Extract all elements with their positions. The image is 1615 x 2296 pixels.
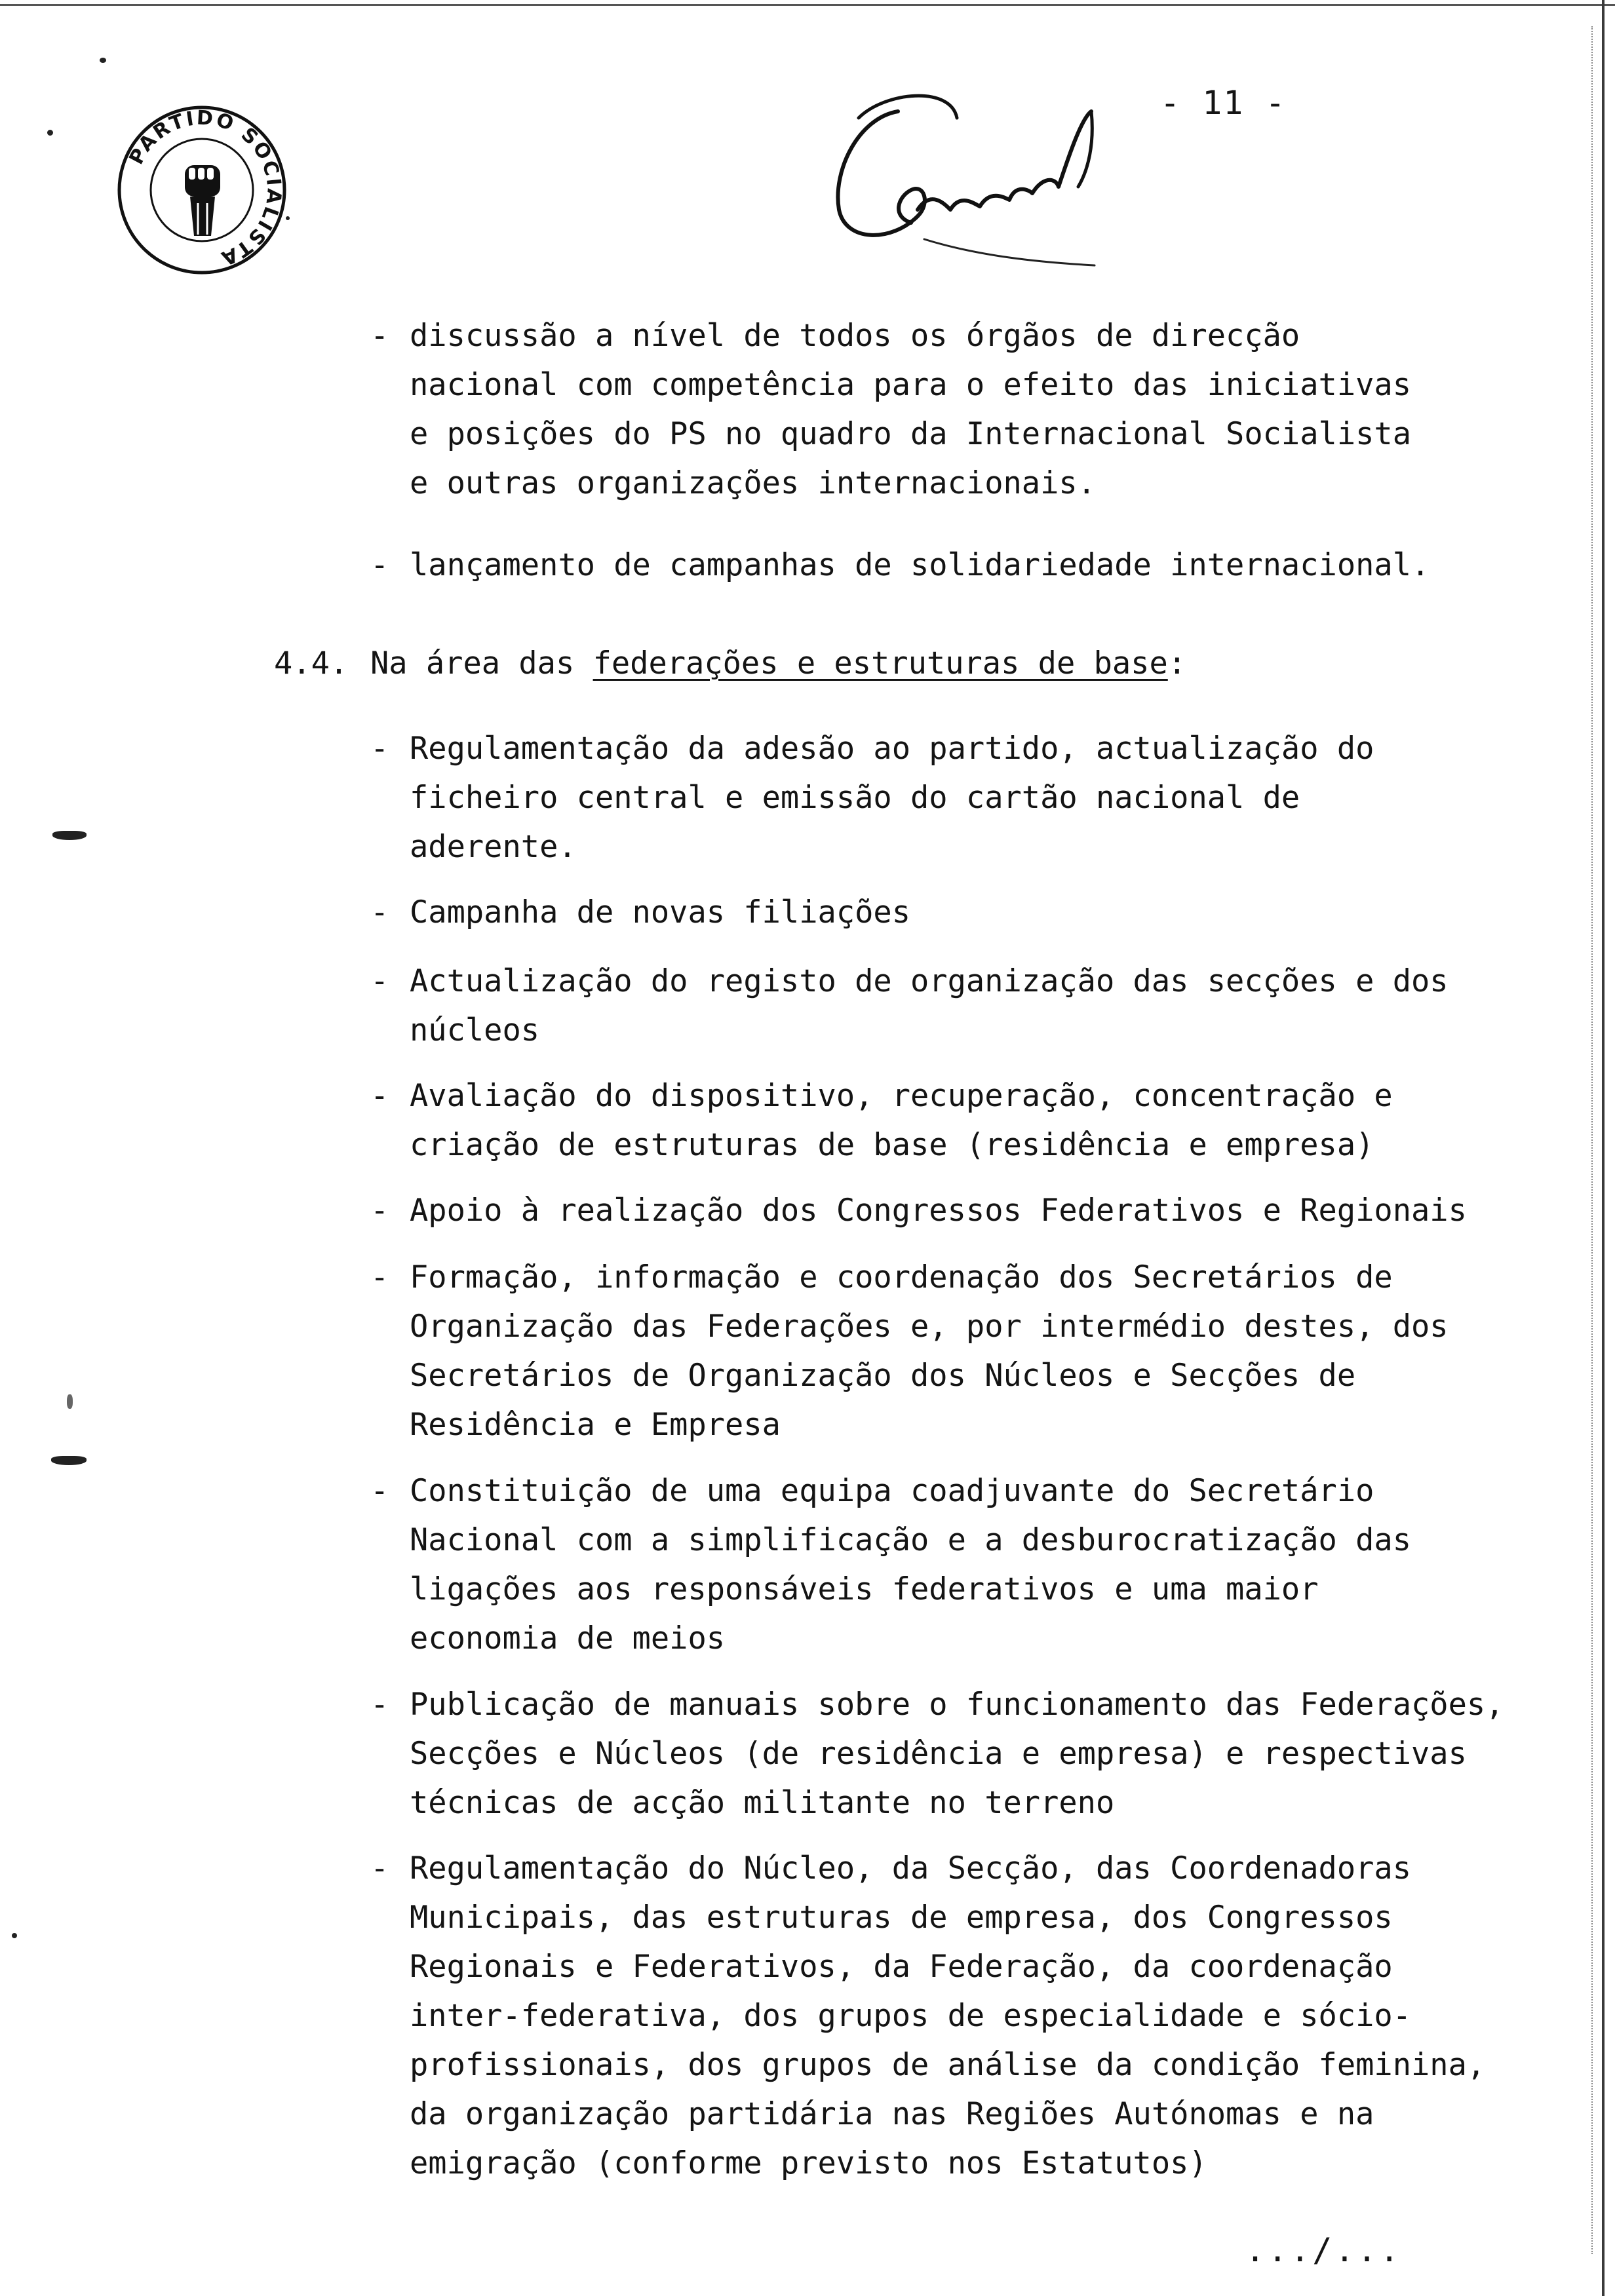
- page-right-edge: [1602, 0, 1605, 2296]
- list-item-line: criação de estruturas de base (residência e empresa): [410, 1127, 1374, 1163]
- bullet-dash: -: [370, 731, 389, 767]
- logo-text: PARTIDO SOCIALISTA: [125, 106, 286, 271]
- list-item-line: técnicas de acção militante no terreno: [410, 1785, 1115, 1821]
- section-number: 4.4.: [274, 645, 349, 681]
- section-heading-underlined: federações e estruturas de base: [593, 645, 1168, 681]
- list-item-line: economia de meios: [410, 1620, 726, 1656]
- bullet-dash: -: [370, 1259, 389, 1295]
- bullet-dash: -: [370, 963, 389, 999]
- list-item-line: Regulamentação do Núcleo, da Secção, das Coordenadoras: [410, 1850, 1412, 1886]
- handwritten-signature: [819, 79, 1121, 275]
- party-logo: [117, 105, 287, 275]
- list-item-line: aderente.: [410, 829, 577, 865]
- scan-speck: [47, 130, 53, 136]
- list-item-line: Avaliação do dispositivo, recuperação, concentração e: [410, 1078, 1393, 1114]
- list-item-line: e outras organizações internacionais.: [410, 465, 1096, 501]
- list-item-line: Publicação de manuais sobre o funcionamento das Federações,: [410, 1687, 1504, 1723]
- list-item-line: Formação, informação e coordenação dos Secretários de: [410, 1259, 1393, 1295]
- page-number: - 11 -: [1160, 84, 1287, 122]
- list-item-line: ligações aos responsáveis federativos e uma maior: [410, 1571, 1319, 1607]
- list-item-line: Campanha de novas filiações: [410, 894, 911, 930]
- list-item-line: Regulamentação da adesão ao partido, actualização do: [410, 731, 1374, 767]
- list-item-line: Secretários de Organização dos Núcleos e Secções de: [410, 1358, 1356, 1394]
- list-item-line: Residência e Empresa: [410, 1407, 781, 1443]
- list-item-line: da organização partidária nas Regiões Autónomas e na: [410, 2096, 1374, 2132]
- list-item-line: inter-federativa, dos grupos de especialidade e sócio-: [410, 1998, 1412, 2034]
- section-heading: [370, 639, 1186, 688]
- list-item-line: Regionais e Federativos, da Federação, da coordenação: [410, 1949, 1393, 1985]
- bullet-dash: -: [370, 318, 389, 354]
- list-item-line: lançamento de campanhas de solidariedade internacional.: [410, 547, 1430, 583]
- list-item-line: emigração (conforme previsto nos Estatutos): [410, 2145, 1207, 2181]
- list-item-line: Secções e Núcleos (de residência e empresa) e respectivas: [410, 1736, 1467, 1772]
- scan-speck: [52, 831, 87, 840]
- scan-speck: [100, 58, 106, 63]
- page-right-shadow: [1591, 26, 1593, 2254]
- continuation-mark: .../...: [1245, 2231, 1402, 2269]
- bullet-dash: -: [370, 1193, 389, 1229]
- page-top-edge: [0, 4, 1615, 6]
- section-heading-prefix: Na área das: [370, 645, 593, 681]
- list-item-line: Constituição de uma equipa coadjuvante do Secretário: [410, 1473, 1374, 1509]
- scan-speck: [51, 1456, 87, 1465]
- bullet-dash: -: [370, 1687, 389, 1723]
- scan-speck: [67, 1394, 73, 1409]
- scan-speck: [12, 1933, 17, 1938]
- list-item-line: nacional com competência para o efeito das iniciativas: [410, 367, 1412, 403]
- list-item-line: ficheiro central e emissão do cartão nacional de: [410, 780, 1300, 816]
- list-item-line: Apoio à realização dos Congressos Federativos e Regionais: [410, 1193, 1467, 1229]
- list-item-line: Nacional com a simplificação e a desburocratização das: [410, 1522, 1412, 1558]
- list-item-line: e posições do PS no quadro da Internacional Socialista: [410, 416, 1412, 452]
- list-item-line: núcleos: [410, 1012, 540, 1048]
- bullet-dash: -: [370, 547, 389, 583]
- list-item-line: discussão a nível de todos os órgãos de direcção: [410, 318, 1300, 354]
- bullet-dash: -: [370, 894, 389, 930]
- bullet-dash: -: [370, 1850, 389, 1886]
- bullet-dash: -: [370, 1473, 389, 1509]
- bullet-dash: -: [370, 1078, 389, 1114]
- section-heading-suffix: :: [1167, 645, 1187, 681]
- list-item-line: Municipais, das estruturas de empresa, dos Congressos: [410, 1900, 1393, 1936]
- list-item-line: Organização das Federações e, por intermédio destes, dos: [410, 1309, 1449, 1345]
- list-item-line: profissionais, dos grupos de análise da condição feminina,: [410, 2047, 1486, 2083]
- list-item-line: Actualização do registo de organização das secções e dos: [410, 963, 1449, 999]
